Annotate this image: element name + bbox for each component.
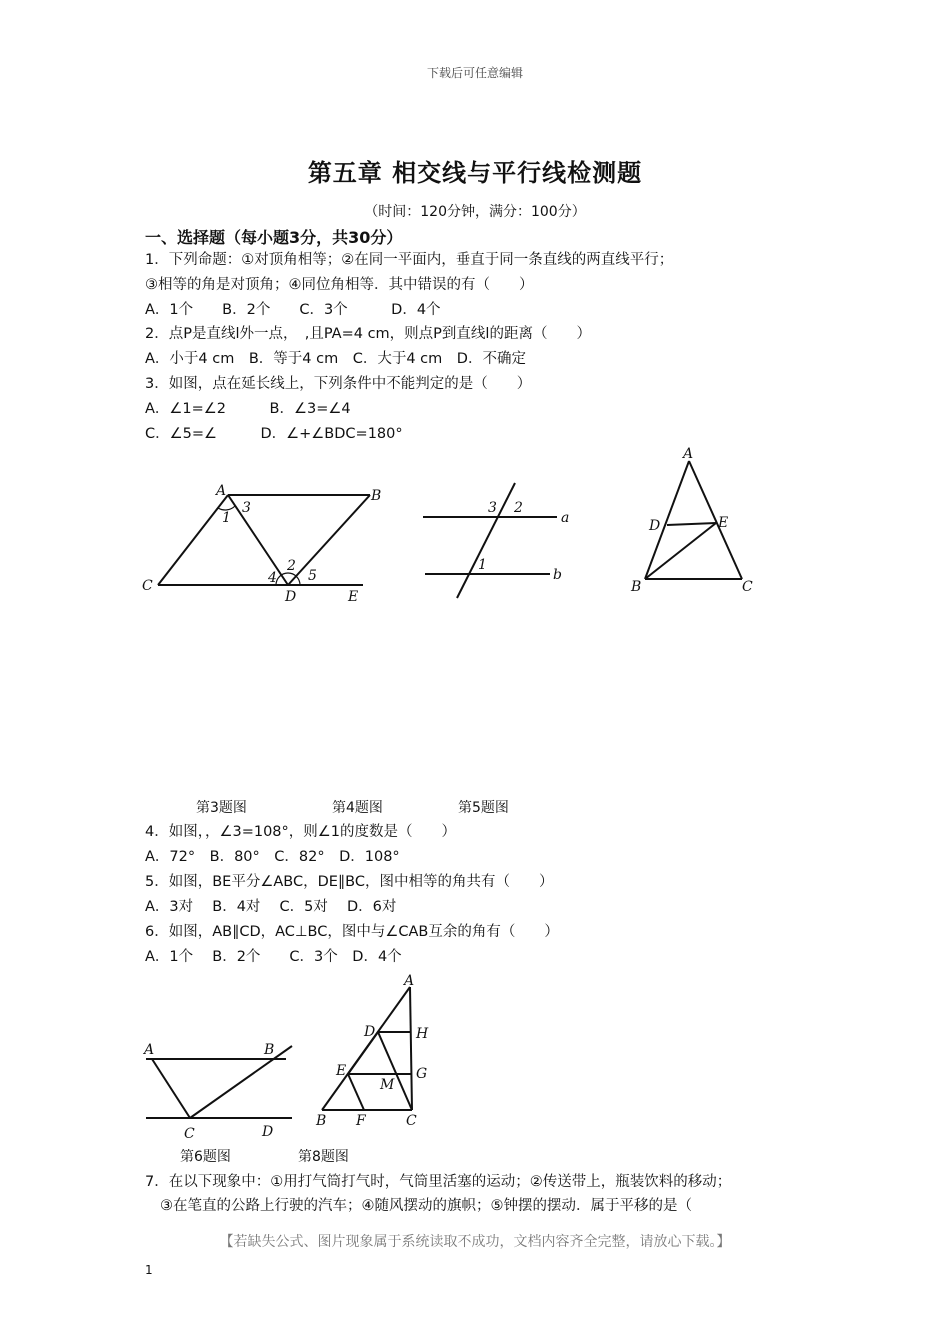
figure-q4 xyxy=(415,478,585,603)
figure-q6 xyxy=(140,1038,300,1143)
fig8-label-d: D xyxy=(364,1024,376,1040)
section-heading: 一、选择题（每小题3分，共30分） xyxy=(145,228,403,247)
caption-figure-6: 第6题图 xyxy=(180,1149,231,1165)
fig5-label-c: C xyxy=(742,579,753,595)
question-1-line-2: ③相等的角是对顶角；④同位角相等．其中错误的有（ ） xyxy=(145,277,534,293)
question-3: 3．如图，点在延长线上，下列条件中不能判定的是（ ） xyxy=(145,376,532,392)
page-header: 下载后可任意编辑 xyxy=(426,66,523,80)
question-5-options: A．3对 B．4对 C．5对 D．6对 xyxy=(145,899,397,915)
question-6-options: A．1个 B．2个 C．3个 D．4个 xyxy=(145,949,402,965)
fig8-label-h: H xyxy=(416,1026,429,1042)
fig6-label-a: A xyxy=(144,1042,155,1058)
fig5-label-d: D xyxy=(649,518,661,534)
fig5-label-e: E xyxy=(718,515,729,531)
fig3-label-d: D xyxy=(285,589,297,605)
fig3-angle-3: 3 xyxy=(242,500,251,516)
fig8-label-g: G xyxy=(416,1066,428,1082)
fig8-label-a: A xyxy=(404,973,415,989)
fig8-label-c: C xyxy=(406,1113,417,1129)
question-4: 4．如图，，∠3=108°，则∠1的度数是（ ） xyxy=(145,824,456,840)
caption-figure-3: 第3题图 xyxy=(196,800,247,816)
fig8-label-e: E xyxy=(336,1063,347,1079)
question-3-options-cd: C．∠5=∠ D．∠+∠BDC=180° xyxy=(145,426,403,442)
question-2-options: A．小于4 cm B．等于4 cm C．大于4 cm D．不确定 xyxy=(145,351,526,367)
fig8-label-m: M xyxy=(380,1077,395,1093)
fig5-label-a: A xyxy=(683,446,694,462)
question-7-line-1: 7．在以下现象中：①用打气筒打气时，气筒里活塞的运动；②传送带上，瓶装饮料的移动； xyxy=(145,1174,732,1190)
figure-q3 xyxy=(138,480,382,605)
fig3-label-a: A xyxy=(216,483,227,499)
question-4-options: A．72° B．80° C．82° D．108° xyxy=(145,849,400,865)
fig4-line-b: b xyxy=(553,567,562,583)
fig4-angle-2: 2 xyxy=(514,500,523,516)
caption-figure-8: 第8题图 xyxy=(298,1149,349,1165)
question-2: 2．点P是直线l外一点， ,且PA=4 cm，则点P到直线l的距离（ ） xyxy=(145,326,591,342)
fig4-angle-3: 3 xyxy=(488,500,497,516)
question-3-options-ab: A．∠1=∠2 B．∠3=∠4 xyxy=(145,401,351,417)
fig3-angle-1: 1 xyxy=(222,510,231,526)
caption-figure-5: 第5题图 xyxy=(458,800,509,816)
fig4-line-a: a xyxy=(561,510,570,526)
fig8-label-b: B xyxy=(316,1113,327,1129)
question-5: 5．如图，BE平分∠ABC，DE∥BC，图中相等的角共有（ ） xyxy=(145,874,554,890)
fig4-angle-1: 1 xyxy=(478,557,487,573)
fig3-angle-2: 2 xyxy=(287,558,296,574)
fig3-angle-4: 4 xyxy=(268,570,277,586)
page-number: 1 xyxy=(145,1263,153,1277)
figure-q8 xyxy=(308,972,438,1130)
caption-figure-4: 第4题图 xyxy=(332,800,383,816)
fig3-angle-5: 5 xyxy=(308,568,317,584)
question-6: 6．如图，AB∥CD，AC⊥BC，图中与∠CAB互余的角有（ ） xyxy=(145,924,559,940)
fig3-label-e: E xyxy=(348,589,359,605)
fig6-label-b: B xyxy=(264,1042,275,1058)
fig5-label-b: B xyxy=(631,579,642,595)
question-1-line-1: 1．下列命题：①对顶角相等；②在同一平面内，垂直于同一条直线的两直线平行； xyxy=(145,252,674,268)
page-title: 第五章 相交线与平行线检测题 xyxy=(307,159,643,187)
question-7-line-2: ③在笔直的公路上行驶的汽车；④随风摆动的旗帜；⑤钟摆的摆动．属于平移的是（ xyxy=(160,1198,692,1214)
fig3-label-c: C xyxy=(142,578,153,594)
fig8-label-f: F xyxy=(356,1113,366,1129)
exam-info: （时间：120分钟，满分：100分） xyxy=(364,204,586,220)
figure-q5 xyxy=(625,443,765,598)
fig6-label-d: D xyxy=(262,1124,274,1140)
fig6-label-c: C xyxy=(184,1126,195,1142)
download-notice: 【若缺失公式、图片现象属于系统读取不成功，文档内容齐全完整，请放心下载。】 xyxy=(219,1234,731,1250)
fig3-label-b: B xyxy=(371,488,382,504)
question-1-options: A．1个 B．2个 C．3个 D．4个 xyxy=(145,302,441,318)
